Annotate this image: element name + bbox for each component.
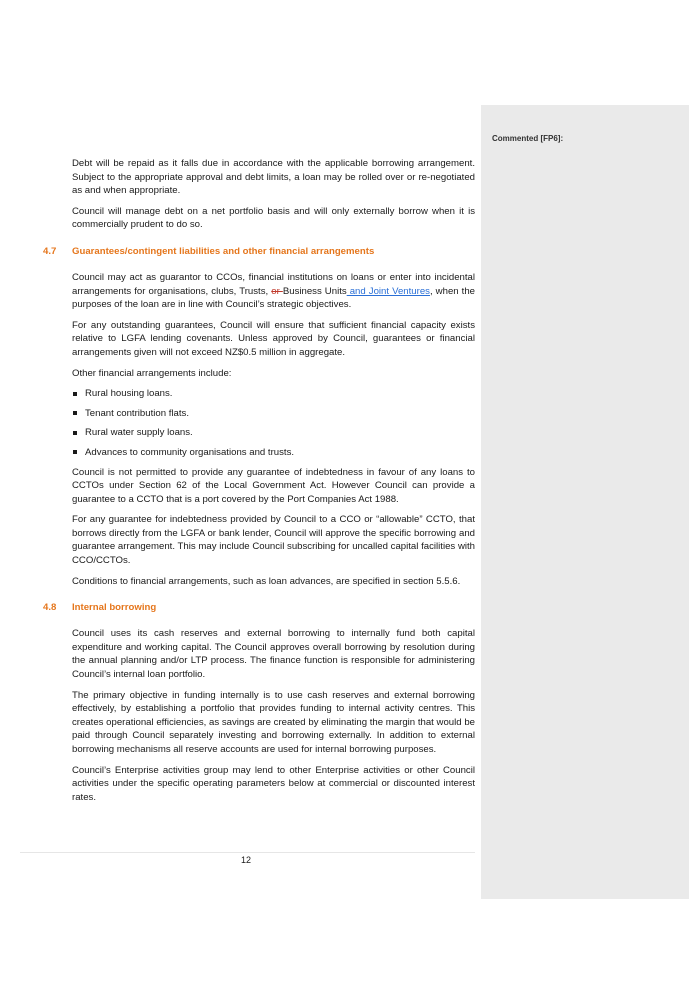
- bullet-icon: [73, 431, 77, 435]
- conditions-paragraph: Conditions to financial arrangements, such as loan advances, are specified in section 5.5.6.: [72, 575, 461, 587]
- bullet-icon: [73, 411, 77, 415]
- section-4-7-heading: [43, 245, 475, 258]
- intro-paragraph-1: Debt will be repaid as it falls due in accordance with the applicable borrowing arrangement. Subject to the appropriate approval and debt limits, a loan may be rolled over or re-negotiated as and when appropriate.: [72, 158, 475, 197]
- list-item-text: Rural water supply loans.: [85, 427, 193, 439]
- other-arrangements-intro: Other financial arrangements include:: [72, 367, 232, 379]
- comments-pane: [481, 105, 689, 899]
- section-number: 4.7: [43, 245, 57, 257]
- guarantor-paragraph: [72, 271, 475, 312]
- list-item-text: Tenant contribution flats.: [85, 407, 189, 419]
- page-number: 12: [240, 855, 251, 865]
- primary-objective-paragraph: The primary objective in funding internally is to use cash reserves and external borrowing effectively, by establishing a portfolio that provides funding to internal activity centres. This creates operational efficiencies, as savings are created by eliminating the margin that would be paid through Council separately investing and borrowing externally. In addition to external borrowing mechanisms all reserve accounts are used for internal borrowing purposes.: [72, 689, 475, 755]
- indebtedness-paragraph: For any guarantee for indebtedness provided by Council to a CCO or “allowable” CCTO, that borrows directly from the LGFA or bank lender, Council will approve the specific borrowing and guarantee arrangement. This may include Council subscribing for uncalled capital facilities with CCO/CCTOs.: [72, 514, 475, 567]
- list-item-text: Advances to community organisations and trusts.: [85, 446, 295, 458]
- cash-reserves-paragraph: Council uses its cash reserves and external borrowing to internally fund both capital expenditure and working capital. The Council approves overall borrowing by resolution during the annual planning and/or LTP process. The finance function is responsible for administering Council’s internal loan portfolio.: [72, 628, 475, 681]
- intro-paragraph-2: Council will manage debt on a net portfolio basis and will only externally borrow when it is commercially prudent to do so.: [72, 205, 475, 231]
- text-run: Business Units: [282, 285, 347, 297]
- text-run: , when the purposes of the loan are in line with Council’s strategic objectives.: [72, 285, 476, 311]
- list-item: [72, 407, 475, 421]
- tracked-deletion[interactable]: or: [271, 285, 283, 297]
- financial-arrangements-list: [72, 387, 475, 459]
- section-number: 4.8: [43, 602, 57, 614]
- tracked-insertion[interactable]: and Joint Ventures: [346, 285, 430, 297]
- list-item: [72, 426, 475, 440]
- list-item-text: Rural housing loans.: [85, 388, 173, 400]
- section-title: Guarantees/contingent liabilities and other financial arrangements: [72, 245, 375, 257]
- list-item: [72, 387, 475, 401]
- comment-title[interactable]: Commented [FP6]:: [492, 134, 564, 143]
- page-content: [43, 157, 476, 811]
- cctos-paragraph: Council is not permitted to provide any guarantee of indebtedness in favour of any loans to CCTOs under Section 62 of the Local Government Act. However Council can provide a guarantee to a CCTO that is a port covered by the Port Companies Act 1988.: [72, 466, 475, 505]
- bullet-icon: [73, 450, 77, 454]
- list-item: [72, 446, 475, 460]
- bullet-icon: [73, 392, 77, 396]
- enterprise-activities-paragraph: Council’s Enterprise activities group may lend to other Enterprise activities or other Council activities under the specific operating parameters below at commercial or discounted interest rates.: [72, 764, 475, 803]
- section-title: Internal borrowing: [72, 602, 157, 614]
- footer-divider: [20, 852, 475, 853]
- outstanding-guarantees-paragraph: For any outstanding guarantees, Council will ensure that sufficient financial capacity exists relative to LGFA lending covenants. Unless approved by Council, guarantees or financial arrangements given will not exceed NZ$0.5 million in aggregate.: [72, 319, 475, 358]
- section-4-8-heading: [43, 601, 475, 614]
- text-run: Council may act as guarantor to CCOs, financial institutions on loans or enter into incidental arrangements for organisations, clubs, Trusts,: [72, 271, 475, 297]
